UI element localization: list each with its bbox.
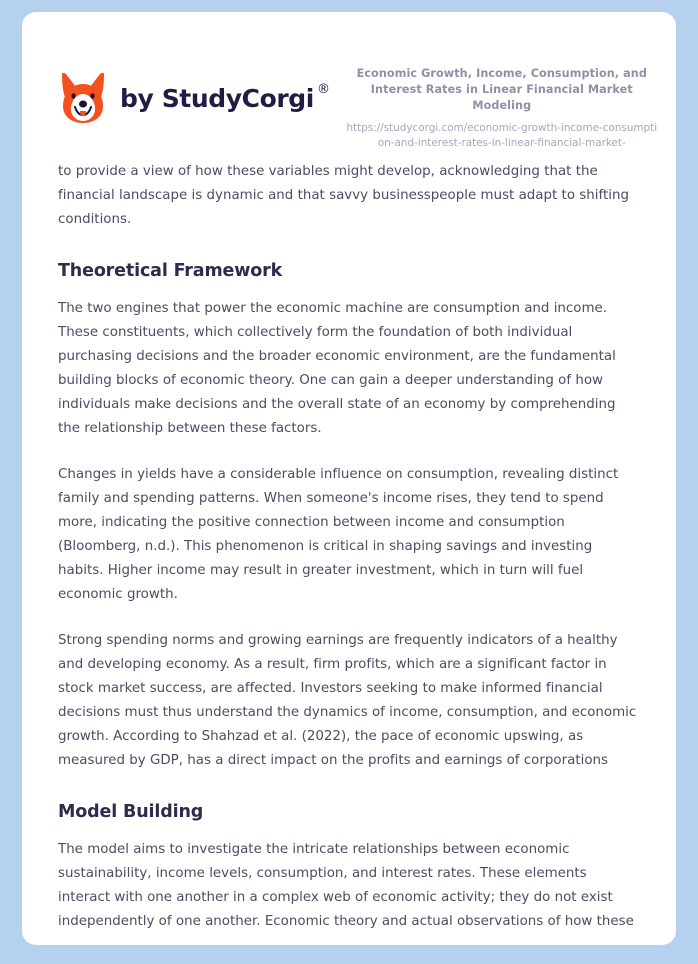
body-paragraph: Strong spending norms and growing earnings are frequently indicators of a healthy and developing economy. As a result, firm profits, which are a significant factor in stock market success, are affected. Investors seeking to make informed financial decisions must thus understand the dynamics of income, consumption, and economic growth. According to Shahzad et al. (2022), the pace of economic upswing, as measured by GDP, has a direct impact on the profits and earnings of corporations <box>58 632 637 768</box>
body-paragraph: The two engines that power the economic machine are consumption and income. These constituents, which collectively form the foundation of both individual purchasing decisions and the broader economic environment, are the fundamental building blocks of economic theory. One can gain a deeper understanding of how individuals make decisions and the overall state of an economy by comprehending the relationship between these factors. <box>58 300 616 436</box>
brand-wordmark <box>120 81 330 113</box>
brand-logo <box>58 64 330 124</box>
document-header <box>22 12 676 149</box>
body-paragraph: Changes in yields have a considerable influence on consumption, revealing distinct family and spending patterns. When someone's income rises, they tend to spend more, indicating the positive connection between income and consumption (Bloomberg, n.d.). This phenomenon is critical in shaping savings and investing habits. Higher income may result in greater investment, which in turn will fuel economic growth. <box>58 466 619 602</box>
body-paragraph: The model aims to investigate the intricate relationships between economic sustainability, income levels, consumption, and interest rates. These elements interact with one another in a complex web of economic activity; they do not exist independently of one another. Economic theory and actual observations of how these <box>58 841 634 929</box>
corgi-head-icon <box>58 72 108 124</box>
section-heading: Model Building <box>58 801 204 822</box>
body-paragraph: to provide a view of how these variables might develop, acknowledging that the financial landscape is dynamic and that savvy businesspeople must adapt to shifting conditions. <box>58 164 629 227</box>
header-meta <box>330 64 660 151</box>
registered-trademark-icon: ® <box>316 81 330 97</box>
document-source-url: https://studycorgi.com/economic-growth-income-consumption-and-interest-rates-in-linear-financial-market- <box>346 121 658 149</box>
document-title: Economic Growth, Income, Consumption, and Interest Rates in Linear Financial Market Modeling <box>356 67 647 113</box>
brand-wordmark-text: by StudyCorgi <box>120 83 314 113</box>
document-page-card <box>22 12 676 945</box>
document-body <box>22 132 676 934</box>
section-heading: Theoretical Framework <box>58 261 283 281</box>
